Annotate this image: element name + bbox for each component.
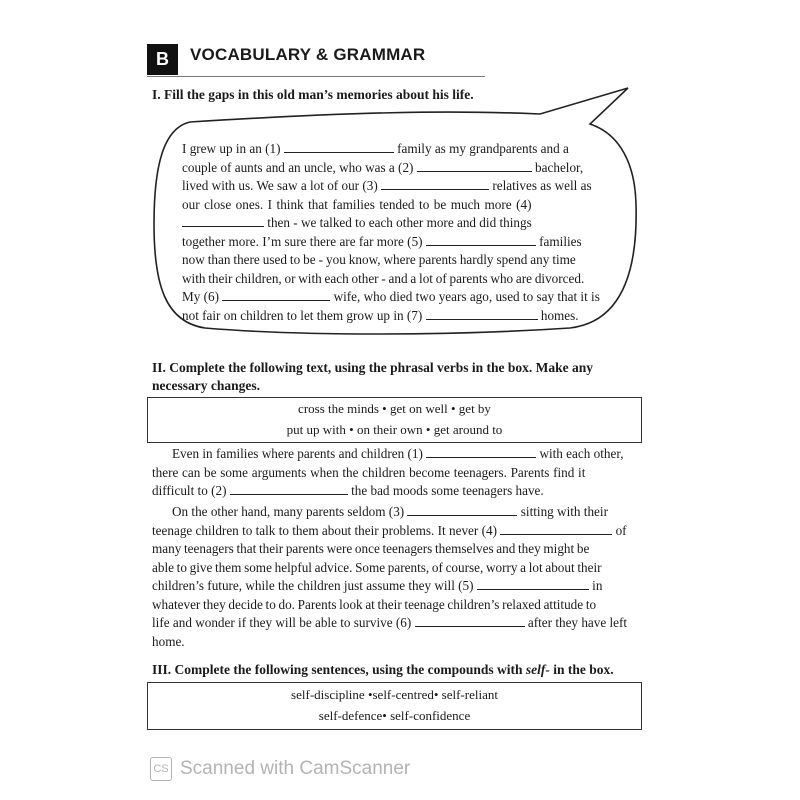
compounds-line2: self-defence• self-confidence <box>318 708 471 723</box>
section-title: VOCABULARY & GRAMMAR <box>190 45 426 64</box>
text-segment: many teenagers that their parents were once teenagers themselves and they might be <box>152 541 590 556</box>
watermark-text: Scanned with CamScanner <box>180 758 411 779</box>
text-line <box>182 178 617 194</box>
text-segment: bachelor, <box>531 159 584 175</box>
text-line <box>152 634 642 650</box>
answer-blank[interactable] <box>284 141 394 153</box>
answer-blank[interactable] <box>477 578 589 590</box>
text-line <box>152 523 642 539</box>
text-segment: difficult to (2) <box>152 483 230 498</box>
text-segment: wife, who died two years ago, used to say that it is <box>330 289 600 304</box>
answer-blank[interactable] <box>426 234 536 246</box>
text-segment: able to give them some helpful advice. Some parents, of course, worry a lot about their <box>152 559 602 575</box>
text-line <box>182 197 617 213</box>
section-divider <box>147 76 485 77</box>
answer-blank[interactable] <box>230 483 348 495</box>
text-line <box>182 252 617 268</box>
text-segment: not fair on children to let them grow up in (7) <box>182 307 426 323</box>
answer-blank[interactable] <box>381 178 489 190</box>
scanner-watermark <box>150 757 410 781</box>
text-line <box>152 615 642 631</box>
text-segment: whatever they decide to do. Parents look at their teenage children’s relaxed attitude to <box>152 596 597 612</box>
camscanner-icon: CS <box>150 757 172 781</box>
text-segment: then - we talked to each other more and did things <box>264 215 532 230</box>
text-segment: life and wonder if they will be able to survive (6) <box>152 615 415 630</box>
text-segment: relatives as well as <box>489 178 592 193</box>
text-line <box>182 308 617 324</box>
exercise-3-heading-em: self- <box>525 662 550 677</box>
exercise-3-heading-pre: III. Complete the following sentences, using the compounds with <box>152 662 526 677</box>
phrasal-verbs-line2: put up with • on their own • get around to <box>286 422 503 437</box>
text-line <box>152 483 642 499</box>
text-line <box>172 446 642 462</box>
text-segment: with their children, or with each other - and a lot of parents who are divorced. <box>182 270 585 286</box>
exercise-1-heading: I. Fill the gaps in this old man’s memories about his life. <box>152 87 474 102</box>
text-segment: after they have left <box>524 615 628 630</box>
answer-blank[interactable] <box>182 215 264 227</box>
text-segment: lived with us. We saw a lot of our (3) <box>182 178 382 193</box>
text-line <box>152 597 642 613</box>
answer-blank[interactable] <box>426 308 538 320</box>
section-badge-letter: B <box>156 49 169 69</box>
text-segment: couple of aunts and an uncle, who was a (2) <box>182 159 417 175</box>
text-line <box>182 271 617 287</box>
text-line <box>152 560 642 576</box>
text-line <box>172 504 642 520</box>
text-segment: together more. I’m sure there are far more (5) <box>182 233 426 249</box>
text-segment: homes. <box>537 307 579 323</box>
text-segment: I grew up in an (1) <box>182 141 284 156</box>
text-line <box>152 465 642 481</box>
answer-blank[interactable] <box>500 523 612 535</box>
text-line <box>182 289 617 305</box>
answer-blank[interactable] <box>417 160 532 172</box>
text-segment: Even in families where parents and children (1) <box>172 446 427 461</box>
text-segment: home. <box>152 633 185 649</box>
text-segment: with each other, <box>536 446 624 461</box>
exercise-3-heading <box>152 660 614 679</box>
answer-blank[interactable] <box>222 289 330 301</box>
text-line <box>182 234 617 250</box>
section-badge <box>147 44 178 75</box>
text-line <box>182 215 617 231</box>
text-line <box>182 160 617 176</box>
text-line <box>152 541 642 557</box>
compounds-line1: self-discipline •self-centred• self-reliant <box>291 687 498 702</box>
text-segment: now than there used to be - you know, where parents hardly spend any time <box>182 252 576 267</box>
text-line <box>182 141 617 157</box>
text-segment: the bad moods some teenagers have. <box>347 483 544 498</box>
exercise-2-heading-line1: II. Complete the following text, using the phrasal verbs in the box. Make any <box>152 360 594 375</box>
text-segment: children’s future, while the children just assume they will (5) <box>152 578 477 593</box>
text-segment: family as my grandparents and a <box>393 141 569 156</box>
answer-blank[interactable] <box>407 504 517 516</box>
speech-bubble <box>150 84 640 344</box>
text-segment: there can be some arguments when the children become teenagers. Parents find it <box>152 464 586 480</box>
answer-blank[interactable] <box>426 446 536 458</box>
exercise-2-heading-line2: necessary changes. <box>152 378 260 393</box>
text-segment: in <box>588 578 603 593</box>
text-segment: our close ones. I think that families tended to be much more (4) <box>182 196 532 212</box>
text-segment: sitting with their <box>517 504 608 519</box>
phrasal-verbs-line1: cross the minds • get on well • get by <box>298 401 491 416</box>
text-line <box>152 578 642 594</box>
text-segment: families <box>535 233 582 249</box>
exercise-3-heading-post: in the box. <box>549 662 614 677</box>
text-segment: of <box>612 522 627 538</box>
text-segment: On the other hand, many parents seldom (3) <box>172 504 408 519</box>
text-segment: My (6) <box>182 289 223 304</box>
answer-blank[interactable] <box>415 615 525 627</box>
text-segment: teenage children to talk to them about their problems. It never (4) <box>152 522 501 538</box>
